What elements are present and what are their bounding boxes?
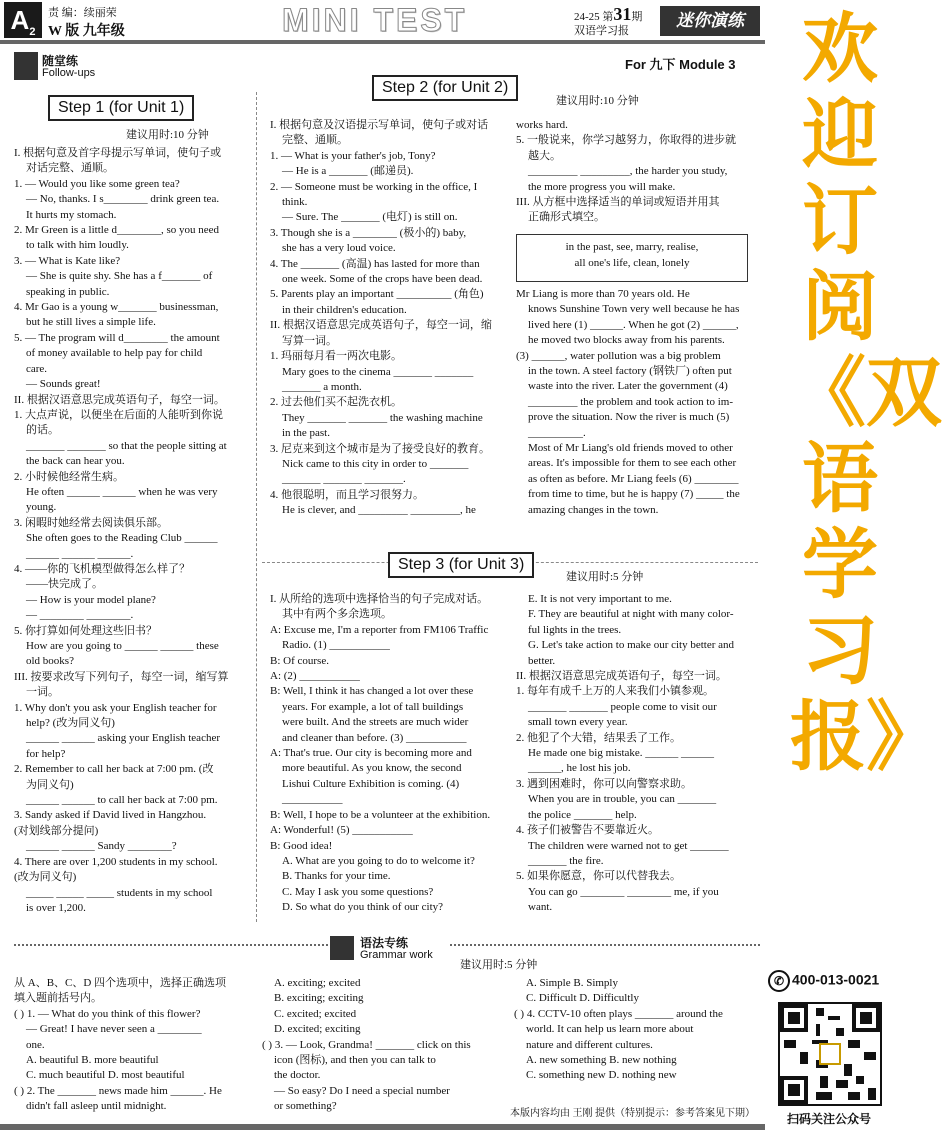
text-line: the doctor.: [274, 1069, 321, 1082]
text-line: 4. There are over 1,200 students in my school.: [14, 855, 218, 868]
text-line: 写算一词。: [282, 334, 337, 347]
phone-contact: ✆ 400-013-0021: [768, 970, 896, 992]
grammar-col1: [14, 976, 254, 1115]
text-line: — No, thanks. I s________ drink green tea.: [26, 193, 220, 206]
text-line: D. So what do you think of our city?: [282, 901, 444, 914]
grammar-badge-en: Grammar work: [360, 949, 433, 961]
text-line: prove the situation. Now the river is much (5): [528, 411, 730, 424]
text-line: — How is your model plane?: [26, 593, 156, 606]
text-line: the back can hear you.: [26, 455, 125, 468]
text-line: 从 A、B、C、D 四个选项中，选择正确选项: [14, 977, 227, 989]
subscription-title: 欢迎订阅《双语学习报》: [790, 4, 942, 781]
text-line: and cleaner than before. (3) ___________: [282, 731, 467, 744]
text-line: He is clever, and _________ _________, he: [282, 504, 476, 517]
grammar-col3: [514, 976, 754, 1084]
text-line: old books?: [26, 655, 74, 668]
text-line: _______ _______ _______.: [282, 473, 406, 486]
text-line: — Sure. The _______ (电灯) is still on.: [282, 211, 458, 224]
text-line: A. What are you going to do to welcome it?: [282, 854, 475, 867]
footer-bar: [0, 1124, 765, 1130]
text-line: 4. 他很聪明，而且学习很努力。: [270, 488, 424, 501]
text-line: Nick came to this city in order to _______: [282, 457, 469, 470]
header-divider: [0, 40, 765, 44]
text-line: world. It can help us learn more about: [526, 1023, 694, 1036]
text-line: 1. — Would you like some green tea?: [14, 177, 180, 190]
text-line: I. 根据句意及首字母提示写单词，使句子或: [14, 147, 222, 159]
text-line: in their children's education.: [282, 303, 407, 316]
text-line: didn't fall asleep until midnight.: [26, 1100, 167, 1113]
text-line: She often goes to the Reading Club ______: [26, 532, 218, 545]
text-line: 3. 遇到困难时，你可以向警察求助。: [516, 777, 692, 790]
text-line: 填入题前括号内。: [14, 992, 102, 1005]
qr-caption: 扫码关注公众号: [786, 1112, 871, 1126]
text-line: but he still lives a simple life.: [26, 316, 156, 329]
step3-left-content: [270, 592, 502, 916]
text-line: waste into the river. Later the government (4): [528, 380, 728, 393]
page-header: [0, 0, 765, 44]
text-line: years. For example, a lot of tall buildings: [282, 700, 464, 713]
text-line: think.: [282, 196, 308, 209]
text-line: ( ) 3. — Look, Grandma! _______ click on this: [262, 1038, 471, 1051]
text-line: 为同义句): [26, 778, 74, 791]
text-line: A. Simple B. Simply: [526, 977, 618, 989]
text-line: is over 1,200.: [26, 901, 86, 914]
text-line: 4. The _______ (高温) has lasted for more than: [270, 257, 480, 270]
text-line: _______ _______ so that the people sitting at: [26, 439, 227, 452]
text-line: ( ) 4. CCTV-10 often plays _______ around the: [514, 1007, 723, 1020]
grammar-time: 建议用时:5 分钟: [460, 959, 538, 971]
text-line: to talk with him loudly.: [26, 239, 129, 252]
text-line: speaking in public.: [26, 285, 110, 298]
text-line: 1. — What is your father's job, Tony?: [270, 149, 436, 162]
followups-cn: 随堂练: [42, 54, 79, 68]
text-line: C. Difficult D. Difficultly: [526, 992, 639, 1005]
text-line: one.: [26, 1038, 45, 1051]
text-line: A: Excuse me, I'm a reporter from FM106 Traffic: [270, 623, 489, 636]
book-icon: [14, 52, 38, 80]
text-line: C. much beautiful D. most beautiful: [26, 1069, 185, 1082]
text-line: Lishui Culture Exhibition is coming. (4): [282, 777, 460, 790]
text-line: 3. Sandy asked if David lived in Hangzhou.: [14, 809, 207, 822]
text-line: areas. It's impossible for them to see each other: [528, 457, 737, 470]
text-line: He often ______ ______ when he was very: [26, 485, 218, 498]
text-line: E. It is not very important to me.: [528, 593, 672, 605]
step3-time: 建议用时:5 分钟: [566, 571, 644, 583]
text-line: III. 从方框中选择适当的单词或短语并用其: [516, 196, 720, 209]
column-divider: [256, 92, 257, 922]
text-line: D. excited; exciting: [274, 1023, 361, 1036]
text-line: _____ _____ _____ students in my school: [26, 886, 213, 899]
text-line: ( ) 1. — What do you think of this flower?: [14, 1007, 201, 1020]
grammar-badge: [330, 934, 450, 964]
text-line: G. Let's take action to make our city better and: [528, 639, 735, 652]
text-line: she has a very loud voice.: [282, 242, 396, 255]
text-line: Mr Liang is more than 70 years old. He: [516, 288, 690, 300]
text-line: 正确形式填空。: [528, 211, 605, 224]
text-line: were built. And the streets are much wider: [282, 716, 469, 729]
issue-number: 24-25 第31期: [574, 4, 643, 24]
text-line: It hurts my stomach.: [26, 208, 117, 221]
text-line: I. 从所给的选项中选择恰当的句子完成对话。: [270, 593, 489, 605]
text-line: _______ the fire.: [528, 854, 604, 867]
grammar-icon: [330, 936, 354, 960]
word-box-line: in the past, see, marry, realise,: [565, 241, 699, 253]
text-line: 越大。: [528, 149, 561, 162]
step2-right-content: [516, 118, 748, 226]
step1-title: Step 1 (for Unit 1): [48, 95, 194, 121]
text-line: more beautiful. As you know, the second: [282, 762, 462, 775]
text-line: 5. — The program will d________ the amount: [14, 331, 220, 344]
content-credit: 本版内容均由 王刚 提供（特别提示：参考答案见下期）: [510, 1108, 755, 1119]
text-line: 5. 一般说来，你学习越努力，你取得的进步就: [516, 134, 736, 147]
text-line: for help?: [26, 747, 66, 760]
text-line: ______, he lost his job.: [528, 762, 631, 775]
text-line: lived here (1) ______. When he got (2) ______,: [528, 318, 739, 331]
page-logo: $A_2$: [4, 2, 42, 38]
text-line: 1. 大点声说，以便坐在后面的人能听到你说: [14, 408, 223, 421]
step3-right-content: [516, 592, 748, 916]
text-line: 2. 小时候他经常生病。: [14, 470, 124, 483]
text-line: care.: [26, 362, 48, 375]
text-line: The children were warned not to get _______: [528, 839, 729, 852]
text-line: or something?: [274, 1100, 337, 1113]
text-line: 2. — Someone must be working in the office, I: [270, 180, 478, 193]
grammar-badge-cn: 语法专练: [360, 936, 409, 950]
text-line: B: Good idea!: [270, 839, 333, 852]
edition-label: W 版 九年级: [48, 24, 125, 39]
text-line: Most of Mr Liang's old friends moved to other: [528, 442, 733, 455]
text-line: — So easy? Do I need a special number: [274, 1084, 450, 1097]
text-line: the police _______ help.: [528, 808, 637, 821]
text-line: C. excited; excited: [274, 1007, 357, 1020]
text-line: ______ ______ ______.: [26, 547, 134, 560]
text-line: — Great! I have never seen a ________: [26, 1023, 202, 1036]
text-line: help? (改为同义句): [26, 717, 115, 730]
editor-credit: 责 编：续丽荣: [48, 7, 117, 19]
text-line: 4. ——你的飞机模型做得怎么样了？: [14, 562, 190, 575]
text-line: as often as before. Mr Liang feels (6) ________: [528, 472, 739, 485]
text-line: __________.: [528, 426, 586, 439]
text-line: he moved two blocks away from his parents.: [528, 334, 725, 347]
phone-icon: ✆: [768, 970, 790, 992]
text-line: 3. 闲暇时她经常去阅读俱乐部。: [14, 516, 168, 529]
text-line: _________ the problem and took action to im-: [528, 395, 733, 408]
text-line: 1. 每年有成千上万的人来我们小镇参观。: [516, 685, 714, 698]
text-line: B. exciting; exciting: [274, 992, 364, 1005]
text-line: B: Of course.: [270, 654, 329, 667]
text-line: icon (图标), and then you can talk to: [274, 1054, 436, 1067]
text-line: C. May I ask you some questions?: [282, 885, 434, 898]
text-line: You can go ________ ________ me, if you: [528, 885, 719, 898]
text-line: one week. Some of the crops have been dead.: [282, 273, 483, 286]
text-line: ______ ______ asking your English teacher: [26, 732, 220, 745]
text-line: _________ _________, the harder you study,: [528, 165, 728, 178]
text-line: (对划线部分提问): [14, 824, 99, 837]
text-line: A. beautiful B. more beautiful: [26, 1054, 159, 1067]
text-line: 3. 尼克来到这个城市是为了接受良好的教育。: [270, 442, 490, 455]
text-line: ______ ______ to call her back at 7:00 pm.: [26, 794, 218, 807]
text-line: knows Sunshine Town very well because he has: [528, 303, 740, 316]
text-line: 5. 你打算如何处理这些旧书？: [14, 624, 157, 637]
text-line: — ________ ________.: [26, 609, 134, 622]
text-line: in the past.: [282, 427, 330, 440]
text-line: F. They are beautiful at night with many color-: [528, 608, 734, 621]
text-line: B: Well, I hope to be a volunteer at the exhibition.: [270, 808, 491, 821]
text-line: How are you going to ______ ______ these: [26, 640, 219, 652]
text-line: the more progress you will make.: [528, 180, 676, 193]
text-line: II. 根据汉语意思完成英语句子，每空一词。: [516, 670, 727, 683]
text-line: nature and different cultures.: [526, 1038, 653, 1051]
text-line: A: Wonderful! (5) ___________: [270, 824, 413, 837]
text-line: Radio. (1) ___________: [282, 639, 390, 652]
text-line: 2. 他犯了个大错，结果丢了工作。: [516, 731, 681, 744]
followups-en: Follow-ups: [42, 67, 96, 79]
step2-left-content: [270, 118, 502, 519]
grammar-col2: [262, 976, 502, 1115]
text-line: II. 根据汉语意思完成英语句子，每空一词。: [14, 393, 225, 406]
text-line: small town every year.: [528, 716, 628, 729]
text-line: 对话完整、通顺。: [26, 162, 114, 175]
text-line: from time to time, but he is happy (7) _____ the: [528, 488, 740, 501]
text-line: 一词。: [26, 686, 59, 699]
text-line: — She is quite shy. She has a f_______ of: [26, 270, 213, 283]
text-line: _______ a month.: [282, 380, 362, 393]
text-line: A. new something B. new nothing: [526, 1054, 677, 1067]
step3-title: Step 3 (for Unit 3): [388, 552, 534, 578]
text-line: better.: [528, 654, 556, 667]
word-box: [516, 234, 748, 282]
text-line: A: (2) ___________: [270, 670, 360, 683]
text-line: ( ) 2. The _______ news made him ______. He: [14, 1084, 222, 1097]
step2-title: Step 2 (for Unit 2): [372, 75, 518, 101]
text-line: 5. 如果你愿意，你可以代替我去。: [516, 870, 681, 883]
module-label: For 九下 Module 3: [625, 57, 736, 72]
text-line: 2. Mr Green is a little d________, so you need: [14, 224, 219, 237]
text-line: II. 根据汉语意思完成英语句子，每空一词，缩: [270, 319, 492, 332]
text-line: works hard.: [516, 119, 568, 131]
text-line: 3. — What is Kate like?: [14, 254, 121, 267]
text-line: 1. Why don't you ask your English teacher for: [14, 701, 217, 714]
text-line: (改为同义句): [14, 871, 77, 884]
text-line: 5. Parents play an important __________ (角色): [270, 288, 484, 301]
text-line: Mary goes to the cinema _______ _______: [282, 365, 474, 378]
text-line: 4. 孩子们被警告不要靠近火。: [516, 824, 659, 837]
text-line: A. exciting; excited: [274, 977, 361, 989]
text-line: ______ ______ Sandy ________?: [26, 840, 177, 853]
text-line: B. Thanks for your time.: [282, 870, 391, 883]
text-line: 2. Remember to call her back at 7:00 pm. (改: [14, 763, 214, 776]
followups-badge: [14, 52, 100, 82]
text-line: 其中有两个多余选项。: [282, 608, 392, 621]
text-line: 完整、通顺。: [282, 134, 348, 147]
text-line: 2. 过去他们买不起洗衣机。: [270, 396, 402, 409]
text-line: — Sounds great!: [26, 378, 101, 391]
mini-name-badge: 迷你演练: [660, 6, 760, 36]
step1-time: 建议用时:10 分钟: [126, 129, 209, 141]
text-line: B: Well, I think it has changed a lot over these: [270, 685, 474, 698]
text-line: ___________: [282, 793, 343, 806]
text-line: — He is a _______ (邮递员).: [282, 165, 414, 178]
text-line: (3) ______, water pollution was a big problem: [516, 349, 721, 362]
paper-name: 双语学习报: [574, 25, 629, 37]
word-box-line: all one's life, clean, lonely: [574, 257, 690, 269]
text-line: ——快完成了。: [26, 578, 103, 591]
step1-content: [14, 146, 244, 916]
section-title: MINI TEST: [282, 2, 468, 38]
text-line: They _______ _______ the washing machine: [282, 411, 483, 424]
text-line: want.: [528, 901, 553, 914]
qr-code-icon[interactable]: [778, 1002, 882, 1106]
text-line: _______ _______ people come to visit our: [528, 700, 717, 713]
text-line: A: That's true. Our city is becoming more and: [270, 747, 472, 760]
step2-time: 建议用时:10 分钟: [556, 95, 639, 107]
text-line: of money available to help pay for child: [26, 347, 203, 360]
text-line: When you are in trouble, you can _______: [528, 793, 717, 806]
text-line: C. something new D. nothing new: [526, 1069, 677, 1082]
step2-passage: [516, 287, 748, 518]
text-line: ful lights in the trees.: [528, 623, 622, 636]
text-line: III. 按要求改写下列句子，每空一词，缩写算: [14, 670, 229, 683]
text-line: 的话。: [26, 424, 59, 437]
text-line: 1. 玛丽每月看一两次电影。: [270, 350, 402, 363]
text-line: young.: [26, 501, 57, 514]
text-line: 3. Though she is a ________ (极小的) baby,: [270, 226, 467, 239]
text-line: He made one big mistake. ______ ______: [528, 747, 715, 760]
text-line: 4. Mr Gao is a young w_______ businessman,: [14, 301, 219, 314]
text-line: amazing changes in the town.: [528, 503, 659, 516]
text-line: in the town. A steel factory (钢铁厂) often put: [528, 365, 732, 378]
text-line: I. 根据句意及汉语提示写单词，使句子或对话: [270, 119, 489, 131]
